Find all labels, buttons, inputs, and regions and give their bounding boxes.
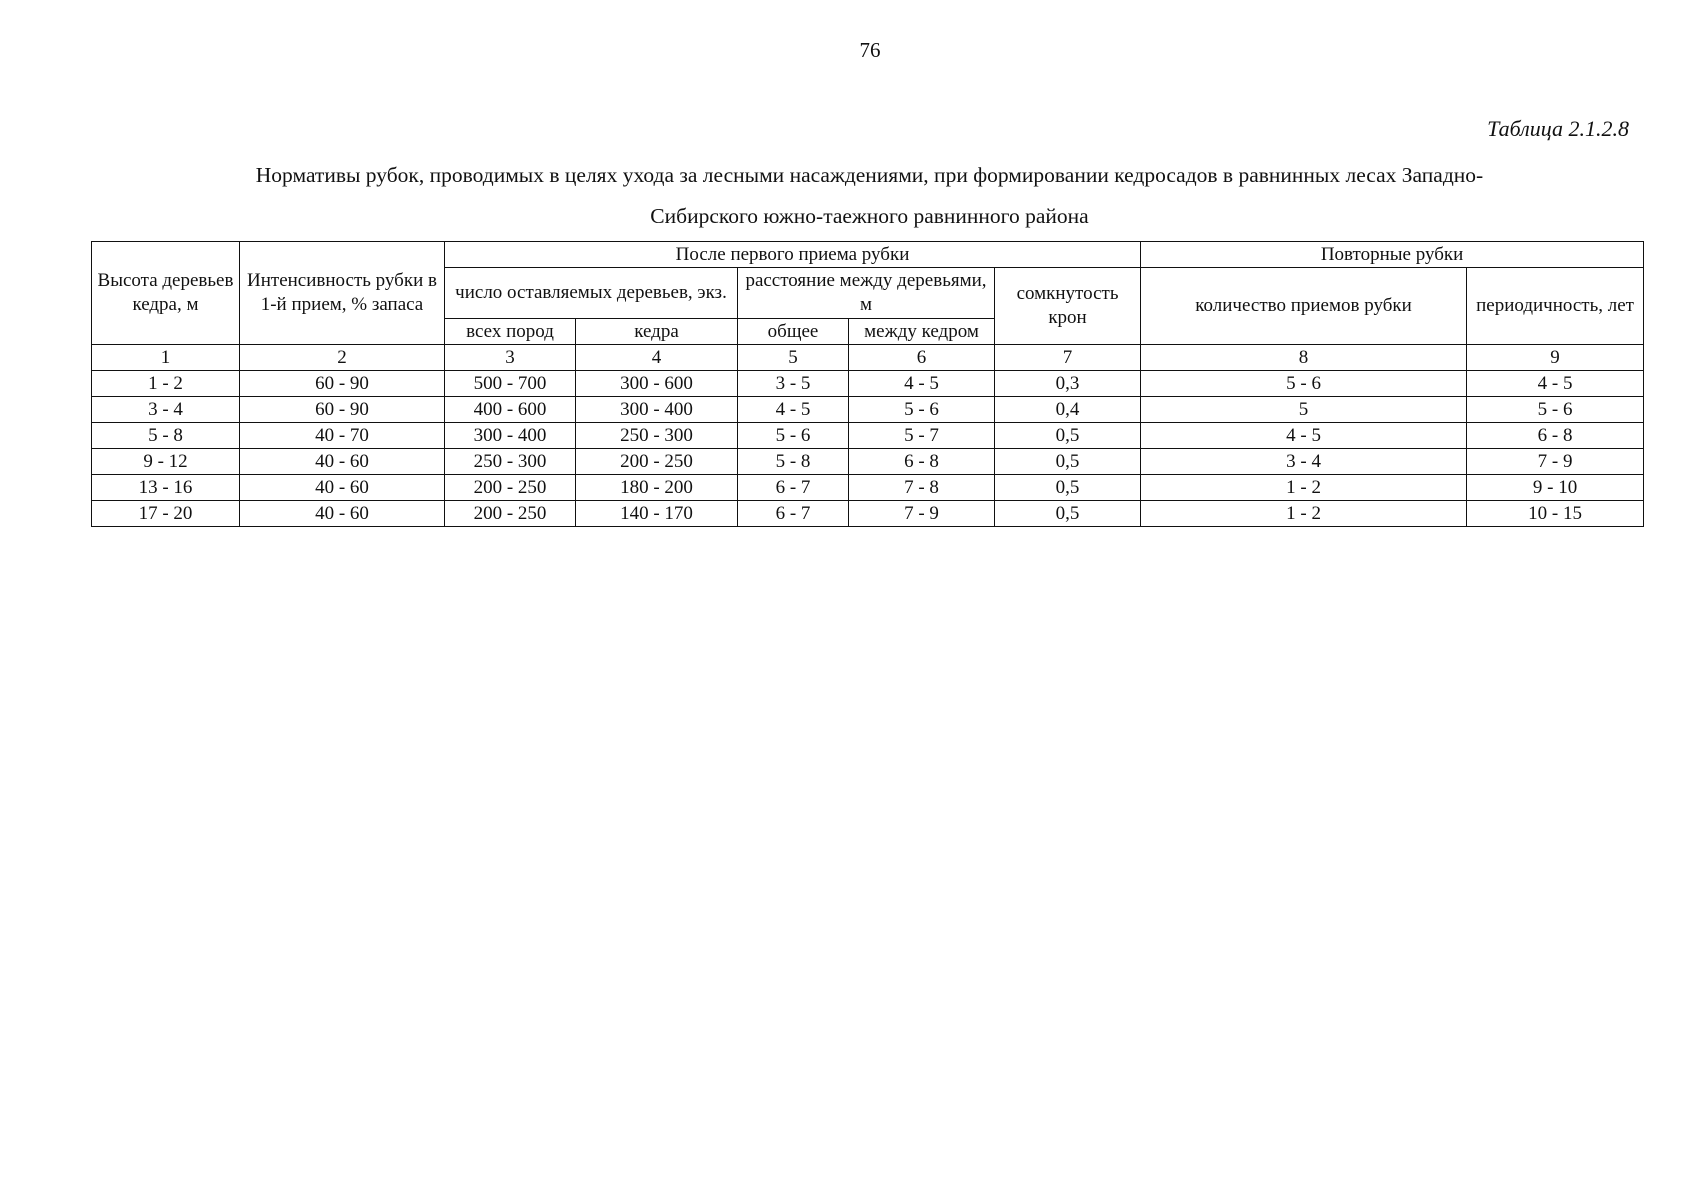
table-cell: 0,3	[995, 371, 1141, 397]
header-intensity: Интенсивность рубки в 1-й прием, % запаса	[240, 242, 445, 345]
table-label: Таблица 2.1.2.8	[1487, 116, 1629, 141]
header-periodicity: периодичность, лет	[1467, 268, 1644, 345]
table-cell: 200 - 250	[445, 501, 576, 527]
table-cell: 500 - 700	[445, 371, 576, 397]
table-cell: 4 - 5	[1141, 423, 1467, 449]
table-cell: 3 - 4	[1141, 449, 1467, 475]
table-row	[92, 423, 1644, 449]
table-cell: 6 - 7	[738, 501, 849, 527]
column-number: 4	[576, 345, 738, 371]
table-title-line-1: Нормативы рубок, проводимых в целях ухода за лесными насаждениями, при формировании кедросадов в равнинных лесах Западно-	[255, 163, 1484, 187]
table-cell: 40 - 70	[240, 423, 445, 449]
table-cell: 40 - 60	[240, 501, 445, 527]
column-number: 6	[849, 345, 995, 371]
norms-table	[91, 241, 1644, 527]
table-cell: 4 - 5	[738, 397, 849, 423]
table-cell: 250 - 300	[576, 423, 738, 449]
table-cell: 5 - 8	[738, 449, 849, 475]
table-cell: 40 - 60	[240, 475, 445, 501]
table-cell: 0,5	[995, 423, 1141, 449]
table-cell: 200 - 250	[576, 449, 738, 475]
table-row	[92, 397, 1644, 423]
column-number: 8	[1141, 345, 1467, 371]
header-cut-count: количество приемов рубки	[1141, 268, 1467, 345]
table-cell: 140 - 170	[576, 501, 738, 527]
table-cell: 250 - 300	[445, 449, 576, 475]
table-cell: 7 - 8	[849, 475, 995, 501]
table-cell: 300 - 400	[445, 423, 576, 449]
table-cell: 0,5	[995, 449, 1141, 475]
table-cell: 6 - 7	[738, 475, 849, 501]
table-cell: 13 - 16	[92, 475, 240, 501]
table-row	[92, 501, 1644, 527]
header-all-species: всех пород	[445, 319, 576, 345]
table-cell: 5 - 6	[1467, 397, 1644, 423]
table-row	[92, 371, 1644, 397]
table-cell: 7 - 9	[1467, 449, 1644, 475]
table-cell: 5 - 8	[92, 423, 240, 449]
header-trees-left: число оставляемых деревьев, экз.	[445, 268, 738, 319]
table-cell: 6 - 8	[849, 449, 995, 475]
table-cell: 7 - 9	[849, 501, 995, 527]
table-title-line-2: Сибирского южно-таежного равнинного района	[650, 204, 1089, 228]
column-number: 9	[1467, 345, 1644, 371]
table-cell: 5	[1141, 397, 1467, 423]
header-after-first-cut: После первого приема рубки	[445, 242, 1141, 268]
table-cell: 200 - 250	[445, 475, 576, 501]
table-cell: 3 - 5	[738, 371, 849, 397]
header-row-1	[92, 242, 1644, 268]
table-cell: 1 - 2	[1141, 501, 1467, 527]
header-general: общее	[738, 319, 849, 345]
page-number: 76	[859, 38, 881, 62]
table-row	[92, 449, 1644, 475]
table-cell: 0,5	[995, 475, 1141, 501]
table-cell: 60 - 90	[240, 371, 445, 397]
table-cell: 4 - 5	[1467, 371, 1644, 397]
table-cell: 60 - 90	[240, 397, 445, 423]
column-number: 1	[92, 345, 240, 371]
table-cell: 9 - 10	[1467, 475, 1644, 501]
table-cell: 300 - 600	[576, 371, 738, 397]
table-cell: 0,4	[995, 397, 1141, 423]
table-cell: 6 - 8	[1467, 423, 1644, 449]
column-number: 7	[995, 345, 1141, 371]
column-number: 5	[738, 345, 849, 371]
table-cell: 10 - 15	[1467, 501, 1644, 527]
table-cell: 400 - 600	[445, 397, 576, 423]
table-cell: 3 - 4	[92, 397, 240, 423]
table-cell: 1 - 2	[1141, 475, 1467, 501]
table-cell: 0,5	[995, 501, 1141, 527]
column-number: 3	[445, 345, 576, 371]
column-number: 2	[240, 345, 445, 371]
header-between-cedar: между кедром	[849, 319, 995, 345]
table-row	[92, 475, 1644, 501]
table-cell: 4 - 5	[849, 371, 995, 397]
table-cell: 180 - 200	[576, 475, 738, 501]
table-cell: 5 - 6	[738, 423, 849, 449]
header-canopy: сомкнутость крон	[995, 268, 1141, 345]
header-height: Высота деревьев кедра, м	[92, 242, 240, 345]
column-number-row	[92, 345, 1644, 371]
header-distance: расстояние между деревьями, м	[738, 268, 995, 319]
table-cell: 5 - 6	[849, 397, 995, 423]
table-cell: 1 - 2	[92, 371, 240, 397]
table-cell: 300 - 400	[576, 397, 738, 423]
table-cell: 5 - 7	[849, 423, 995, 449]
table-cell: 40 - 60	[240, 449, 445, 475]
table-cell: 9 - 12	[92, 449, 240, 475]
header-cedar: кедра	[576, 319, 738, 345]
table-title	[92, 155, 1647, 237]
header-repeat-cuts: Повторные рубки	[1141, 242, 1644, 268]
table-cell: 5 - 6	[1141, 371, 1467, 397]
table-cell: 17 - 20	[92, 501, 240, 527]
